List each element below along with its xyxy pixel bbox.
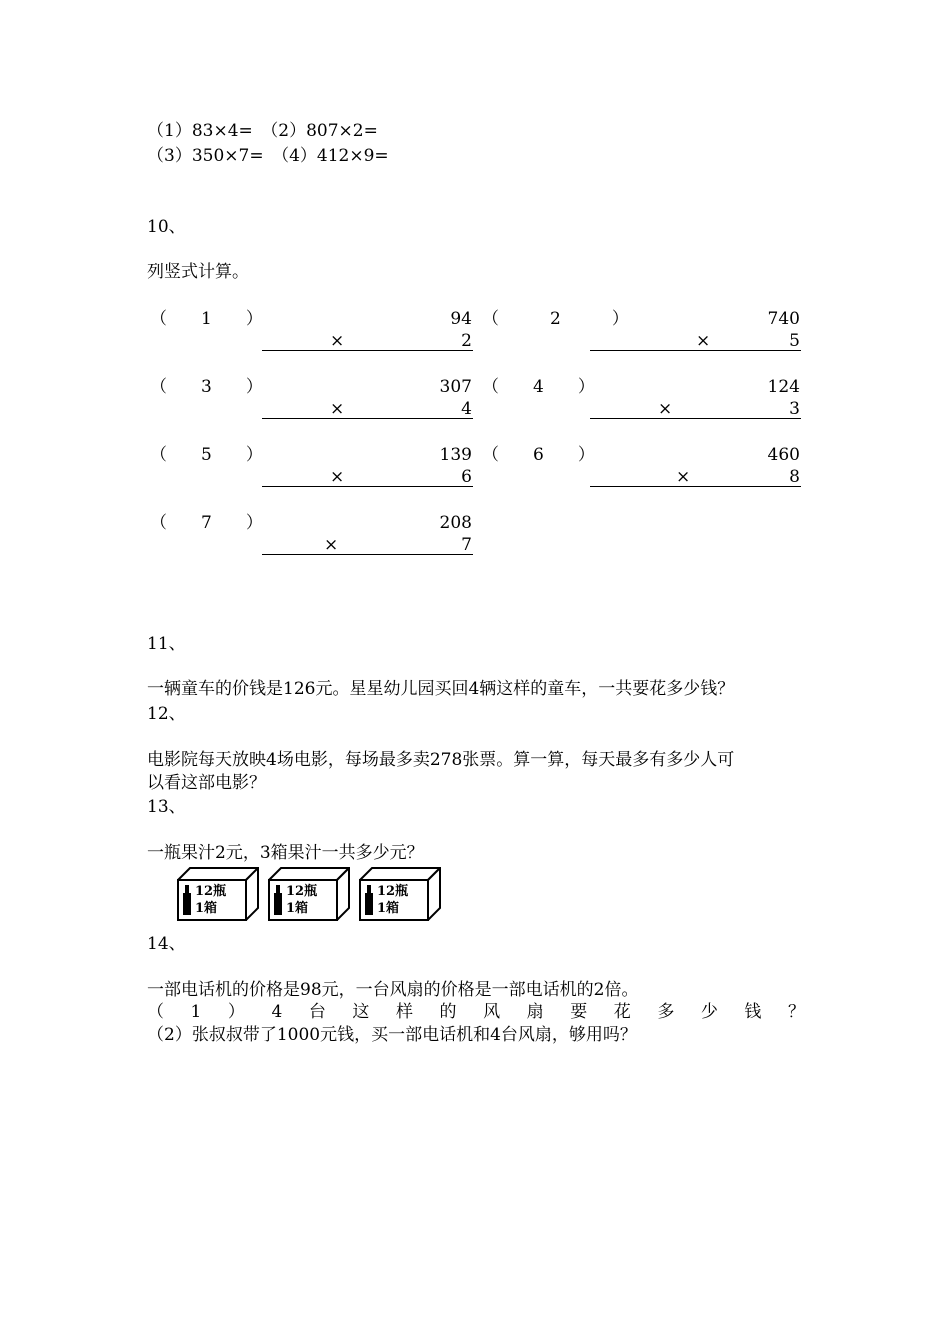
q10-item-3-top: 307 [439, 377, 472, 397]
q10-item-2-rule [590, 350, 801, 351]
juice-box-1 [177, 867, 259, 926]
q14-text: 一部电话机的价格是98元，一台风扇的价格是一部电话机的2倍。 [147, 980, 639, 1000]
q10-item-1-label: （ 1 ） [150, 309, 263, 329]
q10-item-6-top: 460 [767, 445, 800, 465]
bottle-icon [183, 893, 191, 915]
q10-item-3-rule [262, 418, 473, 419]
juice-box-2-line-2: 1箱 [286, 901, 309, 916]
q10-item-6-bottom: 8 [789, 467, 800, 487]
q10-item-1-top: 94 [450, 309, 472, 329]
juice-box-2-line-1: 12瓶 [286, 884, 318, 899]
q10-item-5-label: （ 5 ） [150, 445, 263, 465]
q10-item-4-times: × [658, 399, 673, 419]
q10-item-6-times: × [676, 467, 691, 487]
q10-item-2-label: （ 2 ） [482, 309, 629, 329]
q14-number: 14、 [147, 934, 186, 954]
q13-number: 13、 [147, 797, 186, 817]
q10-instruction: 列竖式计算。 [147, 262, 249, 282]
q12-number: 12、 [147, 704, 186, 724]
juice-box-3-line-2: 1箱 [377, 901, 400, 916]
q10-item-1-bottom: 2 [461, 331, 472, 351]
juice-box-3-line-1: 12瓶 [377, 884, 409, 899]
q14-sub-1: （1）4台这样的风扇要花多少钱？ [147, 1002, 807, 1022]
q9-row-2: （3）350×7= （4）412×9= [147, 146, 389, 166]
q10-item-6-label: （ 6 ） [482, 445, 595, 465]
q10-item-6-rule [590, 486, 801, 487]
bottle-icon [274, 893, 282, 915]
q9-row-1: （1）83×4= （2）807×2= [147, 121, 378, 141]
q14-sub-2: （2）张叔叔带了1000元钱，买一部电话机和4台风扇，够用吗？ [147, 1025, 637, 1045]
juice-box-1-line-1: 12瓶 [195, 884, 227, 899]
q10-item-5-bottom: 6 [461, 467, 472, 487]
q12-text-line-1: 电影院每天放映4场电影，每场最多卖278张票。算一算，每天最多有多少人可 [147, 750, 735, 770]
q12-text-line-2: 以看这部电影？ [147, 773, 266, 793]
q10-item-1-times: × [330, 331, 345, 351]
q13-text: 一瓶果汁2元，3箱果汁一共多少元？ [147, 843, 424, 863]
q11-number: 11、 [147, 634, 186, 654]
juice-box-2 [268, 867, 350, 926]
q10-item-2-top: 740 [767, 309, 800, 329]
juice-box-3 [359, 867, 441, 926]
q10-item-2-times: × [696, 331, 711, 351]
q10-item-7-rule [262, 554, 473, 555]
q10-item-4-bottom: 3 [789, 399, 800, 419]
juice-box-1-line-2: 1箱 [195, 901, 218, 916]
q11-text: 一辆童车的价钱是126元。星星幼儿园买回4辆这样的童车，一共要花多少钱？ [147, 679, 735, 699]
q10-item-7-times: × [324, 535, 339, 555]
q10-item-2-bottom: 5 [789, 331, 800, 351]
q10-item-4-rule [590, 418, 801, 419]
q10-item-5-times: × [330, 467, 345, 487]
q10-item-7-bottom: 7 [461, 535, 472, 555]
q10-item-4-label: （ 4 ） [482, 377, 595, 397]
q10-item-3-bottom: 4 [461, 399, 472, 419]
q10-item-3-times: × [330, 399, 345, 419]
q10-item-4-top: 124 [767, 377, 800, 397]
q10-number: 10、 [147, 217, 186, 237]
bottle-icon [365, 893, 373, 915]
q10-item-7-top: 208 [439, 513, 472, 533]
q10-item-5-rule [262, 486, 473, 487]
q10-item-1-rule [262, 350, 473, 351]
q10-item-5-top: 139 [439, 445, 472, 465]
q10-item-7-label: （ 7 ） [150, 513, 263, 533]
q10-item-3-label: （ 3 ） [150, 377, 263, 397]
